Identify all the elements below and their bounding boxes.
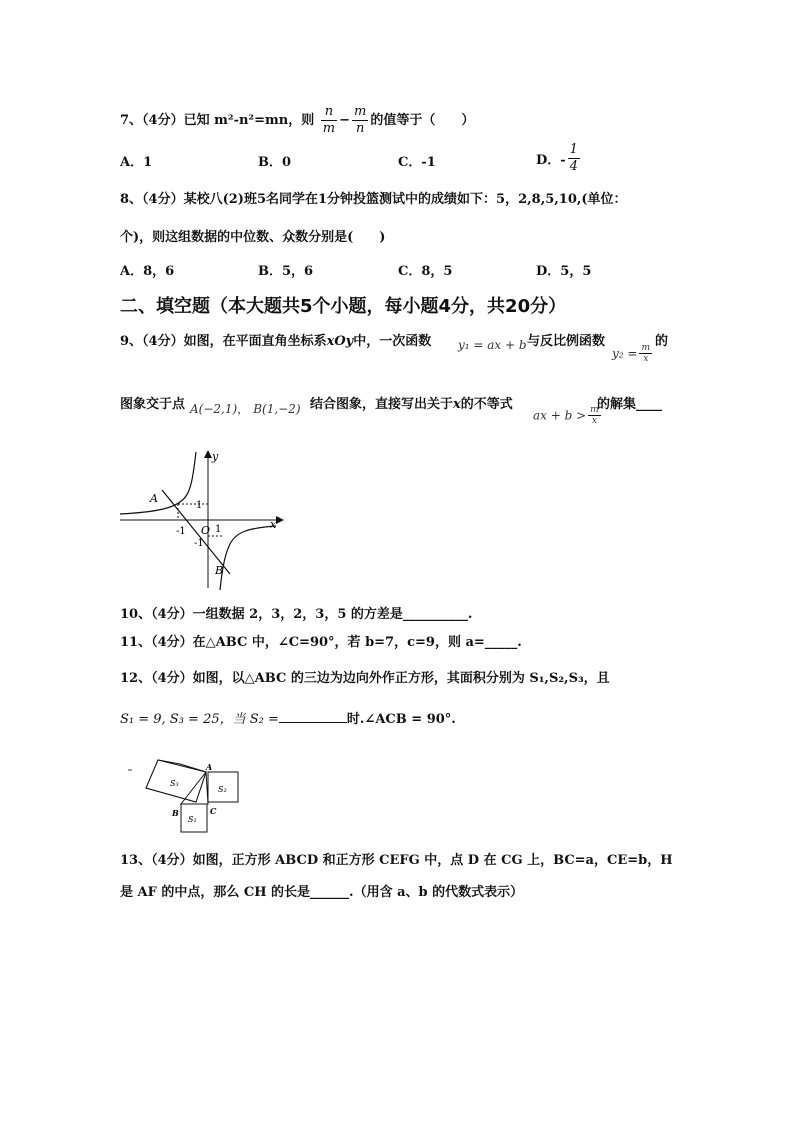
graph-tick-pos-x: 1: [215, 524, 222, 535]
q7-number: 7、（4分）: [120, 113, 184, 128]
q7-option-d: D．- $\frac{1}{4}$: [536, 142, 578, 174]
graph-tick-neg-y: -1: [194, 538, 204, 549]
label-b: B: [172, 808, 179, 818]
label-s2: S₂: [218, 785, 227, 794]
q8-line2: 个)，则这组数据的中位数、众数分别是( ): [120, 230, 386, 245]
q11-text: 11、（4分）在△ABC 中，∠C=90°，若 b=7，c=9，则 a=_____.: [120, 635, 522, 650]
graph-y-label: y: [212, 450, 219, 463]
label-c: C: [210, 806, 217, 816]
q8-option-d: D．5，5: [536, 264, 592, 279]
q7-fraction-m-over-n: $\frac{m}{n}$: [353, 104, 367, 136]
q9-point-a: A(−2,1)， B(1,−2): [190, 402, 301, 416]
label-s1: S₁: [188, 815, 197, 824]
graph-point-a-label: A: [150, 492, 158, 505]
q12-line1: 12、（4分）如图，以△ABC 的三边为边向外作正方形，其面积分别为 S₁,S₂,S₃，且: [120, 671, 610, 686]
graph-tick-pos-y: 1: [196, 500, 203, 511]
q9-text-inverse: 与反比例函数: [527, 334, 606, 349]
hyperbola-branch-upper: [120, 452, 196, 514]
section-title-fill-in: 二、填空题（本大题共5个小题，每小题4分，共20分）: [120, 296, 567, 317]
q9-text-de: 的: [655, 334, 669, 349]
q7-text-a: 已知 m²-n²=mn，则: [183, 113, 315, 128]
label-a: A: [206, 762, 213, 772]
q9-line2-d: 的解集____: [597, 397, 663, 412]
q10-text: 10、（4分）一组数据 2，3，2，3，5 的方差是__________.: [120, 607, 473, 622]
q12-figure: [128, 758, 248, 838]
question-7: [120, 104, 474, 137]
q8-option-a: A．8，6: [120, 264, 175, 279]
q7-option-c: C．-1: [398, 155, 436, 170]
q9-line2-a: 图象交于点: [120, 397, 186, 412]
q9-inequality: ax + b > $\frac{m}{x}$: [533, 405, 599, 426]
q9-linear-function: y₁ = ax + b: [458, 338, 527, 352]
q7-text-b: 的值等于（ ）: [370, 113, 475, 128]
graph-point-b-label: B: [215, 564, 224, 577]
q7-option-a: A．1: [120, 155, 153, 170]
q7-minus: −: [339, 113, 350, 128]
x-axis-arrow-icon: [276, 516, 284, 524]
q13-line2: 是 AF 的中点，那么 CH 的长是______.（用含 a、b 的代数式表示）: [120, 885, 524, 900]
graph-tick-neg-x: -1: [176, 526, 186, 537]
q12-line2: S₁ = 9, S₃ = 25，当 S₂ = 时.∠ACB = 90°.: [120, 712, 456, 727]
q13-line1: 13、（4分）如图，正方形 ABCD 和正方形 CEFG 中，点 D 在 CG 上，BC=a，CE=b，H: [120, 853, 673, 868]
graph-x-label: x: [270, 518, 277, 531]
q7-option-d-fraction: $\frac{1}{4}$: [569, 142, 578, 174]
q8-line1: 8、（4分）某校八(2)班5名同学在1分钟投篮测试中的成绩如下：5，2,8,5,10,(单位：: [120, 192, 627, 207]
q9-line2-b: 结合图象，直接写出关于x的不等式: [310, 397, 513, 412]
q9-coord-system: xOy: [326, 334, 354, 349]
q9-line1: 9、（4分）如图，在平面直角坐标系xOy中，一次函数: [120, 334, 432, 349]
graph-origin-label: O: [201, 524, 211, 537]
q9-graph: [118, 448, 288, 593]
q8-option-c: C．8，5: [398, 264, 453, 279]
label-s3: S₃: [170, 779, 179, 788]
q12-answer-blank[interactable]: [279, 722, 347, 723]
q7-option-b: B．0: [258, 155, 292, 170]
q7-fraction-n-over-m: $\frac{n}{m}$: [322, 104, 336, 136]
y-axis-arrow-icon: [204, 450, 212, 458]
hyperbola-branch-lower: [220, 526, 276, 590]
q9-inverse-function: y₂ = $\frac{m}{x}$: [612, 343, 651, 364]
q8-option-b: B．5，6: [258, 264, 314, 279]
